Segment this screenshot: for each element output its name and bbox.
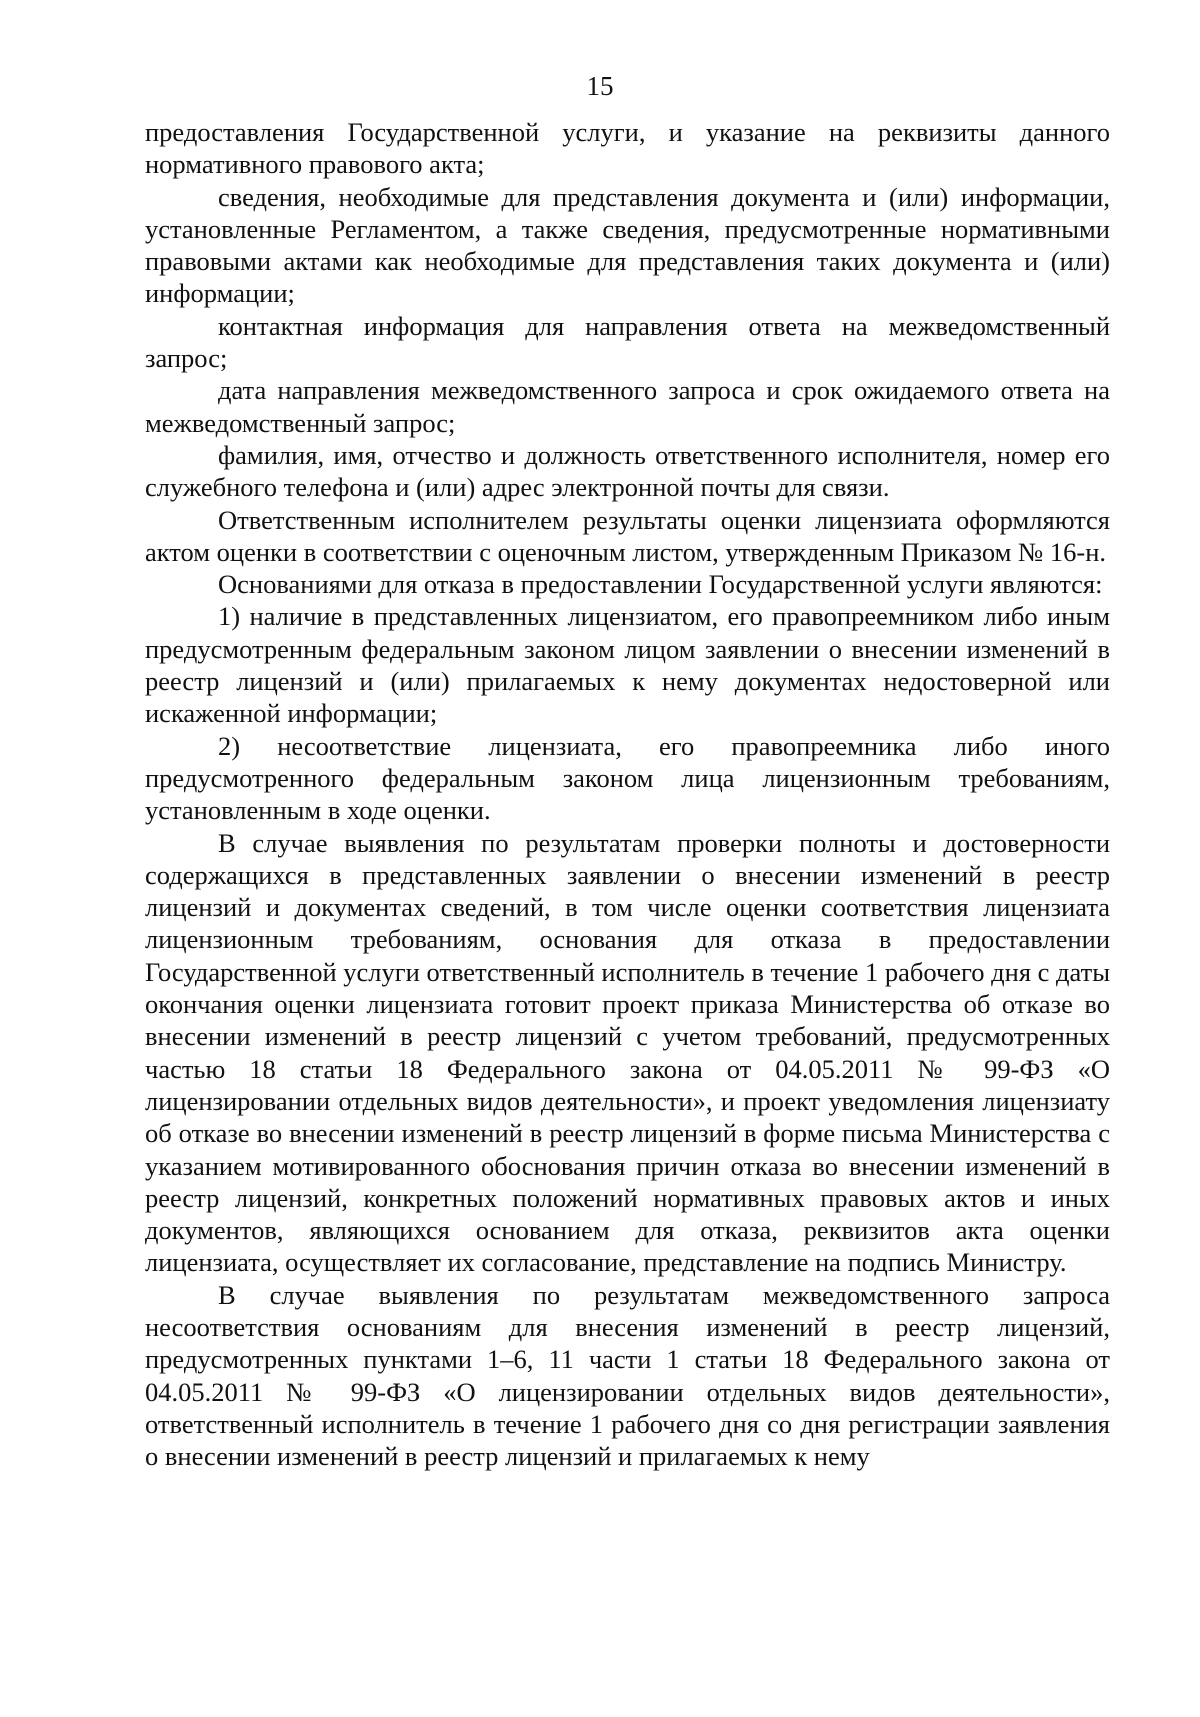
paragraph-required-info: сведения, необходимые для представления документа и (или) информации, установленные Регламентом, а также сведения, предусмотренные нормативными правовыми актами как необходимые для представления таких документа и (или) информации; [145, 181, 1110, 309]
page-number: 15 [586, 71, 614, 101]
paragraph-ground-2: 2) несоответствие лицензиата, его правопреемника либо иного предусмотренного федеральным законом лица лицензионным требованиям, установленным в ходе оценки. [145, 730, 1110, 826]
paragraph-contact-info: контактная информация для направления ответа на межведомственный запрос; [145, 310, 1110, 374]
paragraph-continuation: предоставления Государственной услуги, и указание на реквизиты данного нормативного правового акта; [145, 117, 1110, 180]
paragraph-refusal-grounds: Основаниями для отказа в предоставлении Государственной услуги являются: [218, 569, 1103, 600]
paragraph-interagency-mismatch: В случае выявления по результатам межведомственного запроса несоответствия основаниям для внесения изменений в реестр лицензий, предусмотренных пунктами 1–6, 11 части 1 статьи 18 Федерального закона от 04.05.2011 № 99-ФЗ «О лицензировании отдельных видов деятельности», ответственный исполнитель в течение 1 рабочего дня со дня регистрации заявления о внесении изменений в реестр лицензий и прилагаемых к нему [145, 1279, 1110, 1472]
paragraph-evaluation-act: Ответственным исполнителем результаты оценки лицензиата оформляются актом оценки в соответствии с оценочным листом, утвержденным Приказом № 16-н. [145, 504, 1110, 567]
paragraph-request-date: дата направления межведомственного запроса и срок ожидаемого ответа на межведомственный запрос; [145, 375, 1110, 438]
paragraph-refusal-procedure: В случае выявления по результатам проверки полноты и достоверности содержащихся в представленных заявлении о внесении изменений в реестр лицензий и документах сведений, в том числе оценки соответствия лицензиата лицензионным требованиям, основания для отказа в предоставлении Государственной услуги ответственный исполнитель в течение 1 рабочего дня с даты окончания оценки лицензиата готовит проект приказа Министерства об отказе во внесении изменений в реестр лицензий с учетом требований, предусмотренных частью 18 статьи 18 Федерального закона от 04.05.2011 № 99-ФЗ «О лицензировании отдельных видов деятельности», и проект уведомления лицензиату об отказе во внесении изменений в реестр лицензий в форме письма Министерства с указанием мотивированного обоснования причин отказа во внесении изменений в реестр лицензий, конкретных положений нормативных правовых актов и иных документов, являющихся основанием для отказа, реквизитов акта оценки лицензиата, осуществляет их согласование, представление на подпись Министру. [145, 827, 1110, 1278]
paragraph-ground-1: 1) наличие в представленных лицензиатом, его правопреемником либо иным предусмотренным федеральным законом лицом заявлении о внесении изменений в реестр лицензий и (или) прилагаемых к нему документах недостоверной или искаженной информации; [145, 601, 1110, 729]
paragraph-executor-details: фамилия, имя, отчество и должность ответственного исполнителя, номер его служебного телефона и (или) адрес электронной почты для связи. [145, 439, 1110, 503]
document-body [145, 116, 1110, 1472]
